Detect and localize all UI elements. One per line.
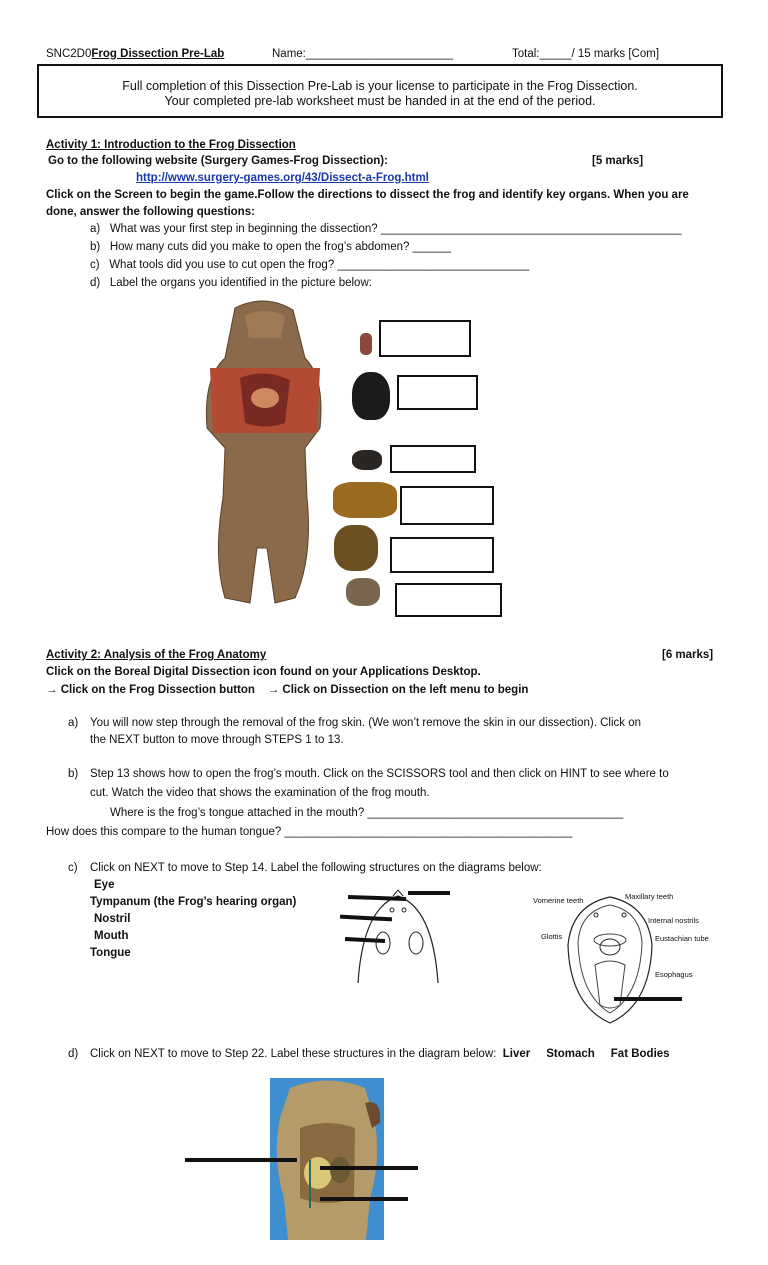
structure-mouth: Mouth — [94, 930, 129, 942]
item-d-letter: d) — [68, 1048, 79, 1060]
label-line-2 — [408, 891, 450, 895]
mouth-label-maxillary: Maxillary teeth — [625, 892, 674, 901]
structure-tongue: Tongue — [90, 947, 131, 959]
organ-intestine-image — [333, 482, 397, 518]
question-a1: a) What was your first step in beginning the dissection? _______________________________________________ — [90, 223, 682, 235]
organ-heart-image — [360, 333, 372, 355]
item-a-letter: a) — [68, 717, 79, 729]
doc-title: Frog Dissection Pre-Lab — [91, 48, 225, 60]
activity2-intro: Click on the Boreal Digital Dissection icon found on your Applications Desktop. — [46, 666, 481, 678]
organ-label-box-5[interactable] — [390, 537, 494, 573]
structure-eye: Eye — [94, 879, 115, 891]
structure-nostril: Nostril — [94, 913, 131, 925]
item-b-line-2: cut. Watch the video that shows the examination of the frog mouth. — [90, 787, 430, 799]
label-line-fat-bodies — [320, 1197, 408, 1201]
step-dissection-menu: Click on Dissection on the left menu to begin — [282, 684, 529, 696]
organ-label-box-1[interactable] — [379, 320, 471, 357]
structure-stomach: Stomach — [546, 1048, 595, 1060]
course-code: SNC2D0 — [46, 48, 92, 60]
item-c-letter: c) — [68, 862, 78, 874]
question-c1: c) What tools did you use to cut open the frog? ______________________________ — [90, 259, 530, 271]
activity1-website-line: Go to the following website (Surgery Games-Frog Dissection): — [48, 155, 388, 167]
structure-tympanum: Tympanum (the Frog’s hearing organ) — [90, 896, 297, 908]
label-line-5 — [614, 997, 682, 1001]
item-a-line-1: You will now step through the removal of the frog skin. (We won’t remove the skin in our dissection). Click on — [90, 717, 641, 729]
label-line-liver — [185, 1158, 297, 1162]
arrow-icon: → — [46, 684, 58, 696]
structure-fat-bodies: Fat Bodies — [610, 1048, 670, 1060]
frog-mouth-diagram — [560, 895, 660, 1025]
organ-label-box-6[interactable] — [395, 583, 502, 617]
header-course — [46, 47, 224, 61]
organ-label-box-4[interactable] — [400, 486, 494, 525]
step-frog-dissection-button: Click on the Frog Dissection button — [60, 684, 255, 696]
frog-dissection-picture — [195, 298, 335, 608]
notice-line-2: Your completed pre-lab worksheet must be handed in at the end of the period. — [164, 94, 596, 108]
activity1-title: Activity 1: Introduction to the Frog Dissection — [46, 139, 296, 151]
activity1-url-link[interactable]: http://www.surgery-games.org/43/Dissect-a-Frog.html — [136, 172, 429, 184]
item-b-line-3: Where is the frog’s tongue attached in the mouth? ________________________________________ — [110, 807, 624, 819]
total-field: Total:_____/ 15 marks [Com] — [512, 48, 660, 60]
question-b1: b) How many cuts did you make to open the frog’s abdomen? ______ — [90, 241, 451, 253]
activity1-instructions-2: done, answer the following questions: — [46, 206, 255, 218]
item-c-line: Click on NEXT to move to Step 14. Label the following structures on the diagrams below: — [90, 862, 542, 874]
organ-label-box-2[interactable] — [397, 375, 478, 410]
activity2-marks: [6 marks] — [662, 649, 714, 661]
item-b-letter: b) — [68, 768, 79, 780]
organ-lungs-image — [352, 450, 382, 470]
activity1-instructions-1: Click on the Screen to begin the game.Follow the directions to dissect the frog and identify key organs. When you are — [46, 189, 689, 201]
item-b-line-1: Step 13 shows how to open the frog’s mouth. Click on the SCISSORS tool and then click on HINT to see where to — [90, 768, 669, 780]
question-d1: d) Label the organs you identified in the picture below: — [90, 277, 372, 289]
organ-liver-image — [352, 372, 390, 420]
organ-kidney-image — [346, 578, 380, 606]
arrow-icon: → — [267, 684, 280, 696]
item-a-line-2: the NEXT button to move through STEPS 1 to 13. — [90, 734, 344, 746]
organ-stomach-image — [334, 525, 378, 571]
name-field[interactable]: Name:_______________________ — [272, 48, 453, 60]
notice-line-1: Full completion of this Dissection Pre-Lab is your license to participate in the Frog Dissection. — [122, 79, 638, 93]
activity1-marks: [5 marks] — [592, 155, 644, 167]
item-b-line-4: How does this compare to the human tongue? _____________________________________________ — [46, 826, 573, 838]
organ-label-box-3[interactable] — [390, 445, 476, 473]
mouth-label-eustachian: Eustachian tube — [655, 934, 709, 943]
label-line-stomach — [320, 1166, 418, 1170]
item-d-line: Click on NEXT to move to Step 22. Label these structures in the diagram below: Liver Stomach Fat Bodies — [90, 1048, 670, 1060]
structure-liver: Liver — [502, 1048, 531, 1060]
activity2-steps — [46, 683, 528, 697]
mouth-label-esophagus: Esophagus — [655, 970, 693, 979]
notice-box — [37, 64, 723, 118]
mouth-label-glottis: Glottis — [541, 932, 563, 941]
activity2-title: Activity 2: Analysis of the Frog Anatomy — [46, 649, 267, 661]
mouth-label-vomerine: Vomerine teeth — [533, 896, 584, 905]
mouth-label-nostrils: Internal nostrils — [648, 916, 699, 925]
